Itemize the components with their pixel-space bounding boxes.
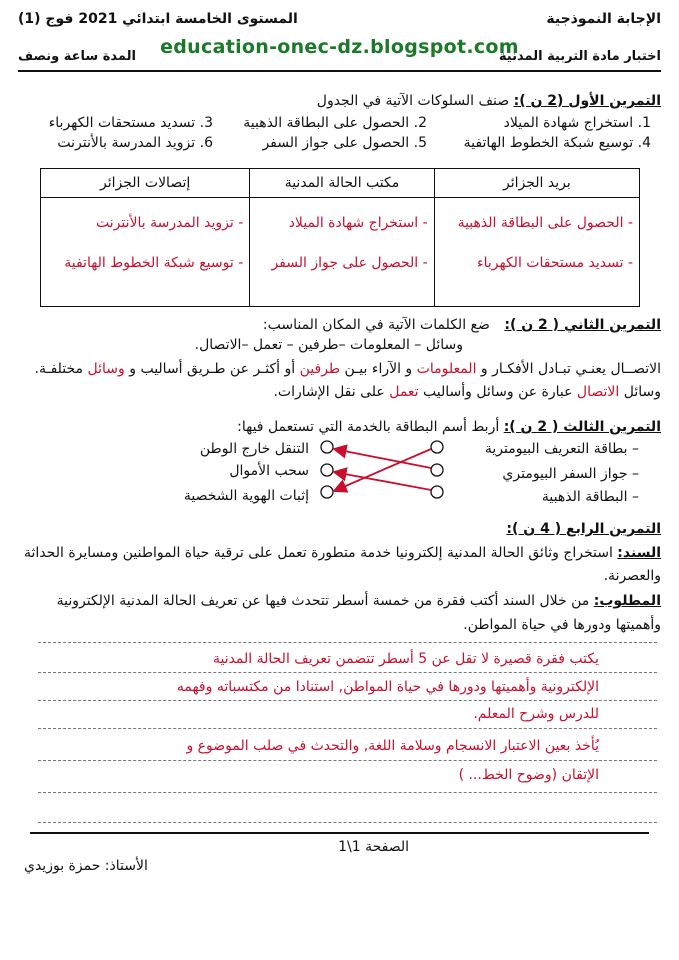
- page-number: الصفحة 1\1: [338, 839, 409, 855]
- answer-line: [38, 728, 657, 729]
- answer-line-text: الإلكترونية وأهميتها ودورها في حياة المواطن, استنادا من مكتسباته وفهمه: [176, 679, 599, 695]
- ex1-title: التمرين الأول (2 ن ):: [513, 93, 661, 109]
- service-dot: [321, 486, 333, 498]
- text-segment: أو أكثـر عن طـريق أساليب و: [124, 361, 300, 377]
- match-line-gold-card: [334, 472, 431, 490]
- ex2-title: التمرين الثاني ( 2 ن ):: [504, 317, 661, 333]
- filled-word: وسائل: [87, 361, 125, 377]
- teacher-name: الأستاذ: حمزة بوزيدي: [24, 858, 148, 874]
- match-line-passport: [334, 449, 431, 468]
- card-label-3: – البطاقة الذهبية: [541, 489, 639, 505]
- match-line-id-card: [334, 449, 431, 491]
- level-info: المستوى الخامسة ابتدائي 2021 فوج (1): [18, 11, 298, 27]
- answer-line: [38, 700, 657, 701]
- card-label-2: – جواز السفر البيومتري: [502, 466, 639, 482]
- answer-entry: - الحصول على البطاقة الذهبية: [457, 215, 633, 231]
- ex4-task: [57, 592, 661, 610]
- filled-word: المعلومات: [416, 361, 477, 377]
- ex1-item-5: 5. الحصول على جواز السفر: [262, 135, 427, 151]
- table-header-cell: مكتب الحالة المدنية: [250, 169, 434, 198]
- footer-divider: [30, 832, 649, 834]
- answer-line-text: الإتقان (وضوح الخط... ): [458, 767, 599, 783]
- text-segment: عبارة عن وسائل وأساليب: [418, 384, 577, 400]
- task-label: المطلوب:: [593, 593, 661, 609]
- ex4-task-cont: وأهميتها ودورها في حياة المواطن.: [463, 617, 661, 633]
- service-label-3: إثبات الهوية الشخصية: [183, 488, 309, 504]
- ex1-item-4: 4. توسيع شبكة الخطوط الهاتفية: [463, 135, 651, 151]
- ex3-instruction: أربط أسم البطاقة بالخدمة التي تستعمل فيها:: [237, 419, 500, 435]
- ex4-title: التمرين الرابع ( 4 ن ):: [506, 521, 661, 537]
- answer-line: [38, 642, 657, 643]
- answer-line-text: يُأخذ بعين الاعتبار الانسجام وسلامة اللغة, والتحدث في صلب الموضوع و: [186, 738, 599, 754]
- text-segment: مختلفـة.: [34, 361, 88, 377]
- subject: اختبار مادة التربية المدنية: [498, 49, 661, 64]
- card-label-1: – بطاقة التعريف البيومترية: [484, 441, 639, 457]
- ex4-sanad-cont: والعصرنة.: [603, 568, 661, 584]
- duration: المدة ساعة ونصف: [18, 49, 136, 64]
- answer-line-text: للدرس وشرح المعلم.: [473, 706, 599, 722]
- sanad-label: السند:: [617, 545, 661, 561]
- answer-entry: - الحصول على جواز السفر: [271, 255, 428, 271]
- ex2-instruction: ضع الكلمات الآتية في المكان المناسب:: [262, 317, 490, 333]
- service-dot: [321, 441, 333, 453]
- ex3-title: التمرين الثالث ( 2 ن ):: [503, 419, 661, 435]
- task-text: من خلال السند أكتب فقرة من خمسة أسطر تتحدث فيها عن تعريف الحالة المدنية الإلكترونية: [56, 593, 594, 609]
- service-label-2: سحب الأموال: [229, 463, 309, 479]
- ex1-item-3: 3. تسديد مستحقات الكهرباء: [48, 115, 213, 131]
- ex4-sanad: [24, 544, 661, 562]
- filled-word: الاتصال: [576, 384, 620, 400]
- answer-entry: - تزويد المدرسة بالأنترنت: [96, 215, 244, 231]
- text-segment: و الآراء بيـن: [340, 361, 417, 377]
- answer-entry: - تسديد مستحقات الكهرباء: [477, 255, 633, 271]
- answer-line-text: يكتب فقرة قصيرة لا تقل عن 5 أسطر تتضمن تعريف الحالة المدنية: [212, 651, 599, 667]
- card-dot: [431, 441, 443, 453]
- answer-line: [38, 822, 657, 823]
- filled-word: طرفين: [299, 361, 341, 377]
- ex1-item-2: 2. الحصول على البطاقة الذهبية: [243, 115, 427, 131]
- ex1-item-6: 6. تزويد المدرسة بالأنترنت: [57, 135, 213, 151]
- answer-entry: - توسيع شبكة الخطوط الهاتفية: [64, 255, 244, 271]
- ex1-instruction: صنف السلوكات الآتية في الجدول: [316, 93, 510, 109]
- text-segment: على نقل الإشارات.: [273, 384, 390, 400]
- service-label-1: التنقل خارج الوطن: [199, 441, 309, 457]
- text-segment: الاتصــال يعنـي تبـادل الأفكـار و: [476, 361, 661, 377]
- ex2-word-bank: وسائل – المعلومات –طرفين – تعمل –الاتصال.: [194, 337, 463, 353]
- site-watermark: education-onec-dz.blogspot.com: [160, 36, 519, 58]
- answer-entry: - استخراج شهادة الميلاد: [288, 215, 428, 231]
- table-header-cell: بريد الجزائر: [434, 169, 639, 198]
- card-dot: [431, 486, 443, 498]
- filled-word: تعمل: [389, 384, 419, 400]
- answer-line: [38, 672, 657, 673]
- card-dot: [431, 464, 443, 476]
- ex1-item-1: 1. استخراج شهادة الميلاد: [503, 115, 651, 131]
- doc-type: الإجابة النموذجية: [546, 11, 661, 27]
- answer-line: [38, 792, 657, 793]
- sanad-text: استخراج وثائق الحالة المدنية إلكترونيا خدمة متطورة تعمل على ترقية حياة المواطنين ومسايرة الحداثة: [24, 545, 618, 561]
- service-dot: [321, 464, 333, 476]
- table-header-cell: إتصالات الجزائر: [41, 169, 250, 198]
- text-segment: وسائل: [619, 384, 661, 400]
- answer-line: [38, 760, 657, 761]
